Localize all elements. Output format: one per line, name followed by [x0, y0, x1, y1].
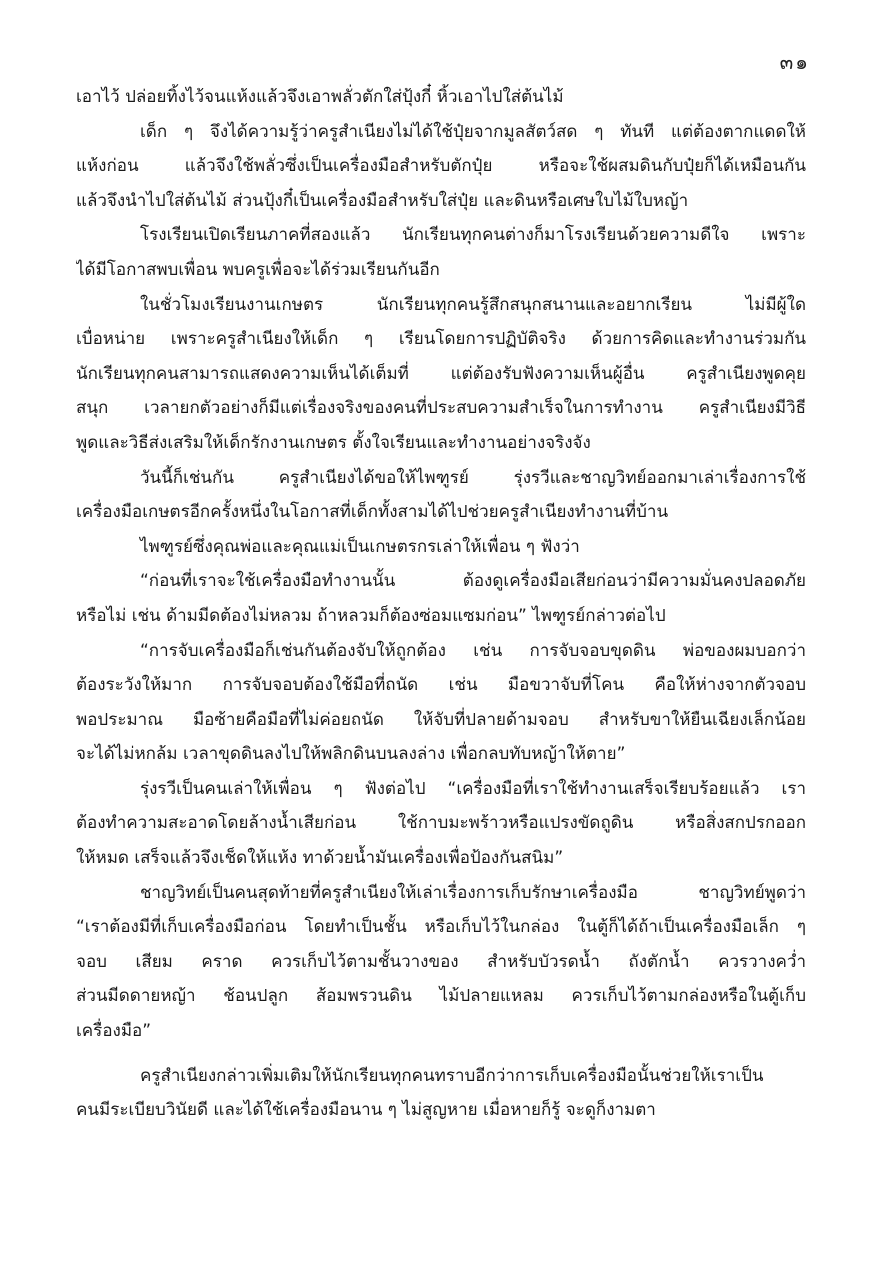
- text-line: ชาญวิทย์เป็นคนสุดท้ายที่ครูสำเนียงให้เล่าเรื่องการเก็บรักษาเครื่องมือ ชาญวิทย์พูดว่า: [140, 882, 806, 903]
- text-line: แล้วจึงนำไปใส่ต้นไม้ ส่วนปุ้งกี๋เป็นเครื่องมือสำหรับใส่ปุ๋ย และดินหรือเศษใบไม้ใบหญ้า: [76, 190, 689, 211]
- text-line: หรือไม่ เช่น ด้ามมีดต้องไม่หลวม ถ้าหลวมก็ต้องซ่อมแซมก่อน” ไพฑูรย์กล่าวต่อไป: [76, 605, 666, 626]
- text-line: เครื่องมือเกษตรอีกครั้งหนึ่งในโอกาสที่เด็กทั้งสามได้ไปช่วยครูสำเนียงทำงานที่บ้าน: [76, 502, 669, 523]
- text-line: ต้องทำความสะอาดโดยล้างน้ำเสียก่อน ใช้กาบมะพร้าวหรือแปรงขัดถูดิน หรือสิ่งสกปรกออก: [76, 813, 806, 834]
- text-line: ได้มีโอกาสพบเพื่อน พบครูเพื่อจะได้ร่วมเรียนกันอีก: [76, 259, 440, 280]
- text-line: ในชั่วโมงเรียนงานเกษตร นักเรียนทุกคนรู้สึกสนุกสนานและอยากเรียน ไม่มีผู้ใด: [140, 294, 806, 315]
- text-line: รุ่งรวีเป็นคนเล่าให้เพื่อน ๆ ฟังต่อไป “เครื่องมือที่เราใช้ทำงานเสร็จเรียบร้อยแล้ว เรา: [140, 778, 806, 799]
- text-line: จะได้ไม่หกล้ม เวลาขุดดินลงไปให้พลิกดินบนลงล่าง เพื่อกลบทับหญ้าให้ตาย”: [76, 744, 626, 765]
- text-line: ครูสำเนียงกล่าวเพิ่มเติมให้นักเรียนทุกคนทราบอีกว่าการเก็บเครื่องมือนั้นช่วยให้เราเป็น: [140, 1065, 764, 1086]
- text-line: วันนี้ก็เช่นกัน ครูสำเนียงได้ขอให้ไพฑูรย์ รุ่งรวีและชาญวิทย์ออกมาเล่าเรื่องการใช้: [140, 467, 806, 488]
- text-line: ให้หมด เสร็จแล้วจึงเช็ดให้แห้ง ทาด้วยน้ำมันเครื่องเพื่อป้องกันสนิม”: [76, 848, 564, 869]
- text-line: นักเรียนทุกคนสามารถแสดงความเห็นได้เต็มที่ แต่ต้องรับฟังความเห็นผู้อื่น ครูสำเนียงพูดคุย: [76, 363, 806, 384]
- body-text: [76, 80, 806, 1128]
- text-line: “การจับเครื่องมือก็เช่นกันต้องจับให้ถูกต้อง เช่น การจับจอบขุดดิน พ่อของผมบอกว่า: [140, 640, 806, 661]
- page-number: ๓๑: [779, 50, 810, 74]
- text-line: สนุก เวลายกตัวอย่างก็มีแต่เรื่องจริงของคนที่ประสบความสำเร็จในการทำงาน ครูสำเนียงมีวิธี: [76, 398, 806, 419]
- text-line: เอาไว้ ปล่อยทิ้งไว้จนแห้งแล้วจึงเอาพลั่วตักใส่ปุ้งกี๋ หิ้วเอาไปใส่ต้นไม้: [76, 87, 564, 107]
- text-line: พูดและวิธีส่งเสริมให้เด็กรักงานเกษตร ตั้งใจเรียนและทำงานอย่างจริงจัง: [76, 432, 591, 453]
- text-line: ส่วนมีดดายหญ้า ช้อนปลูก ส้อมพรวนดิน ไม้ปลายแหลม ควรเก็บไว้ตามกล่องหรือในตู้เก็บ: [76, 986, 806, 1007]
- text-line: โรงเรียนเปิดเรียนภาคที่สองแล้ว นักเรียนทุกคนต่างก็มาโรงเรียนด้วยความดีใจ เพราะ: [140, 225, 806, 246]
- text-line: “ก่อนที่เราจะใช้เครื่องมือทำงานนั้น ต้องดูเครื่องมือเสียก่อนว่ามีความมั่นคงปลอดภัย: [140, 571, 806, 592]
- text-line: เครื่องมือ”: [76, 1021, 152, 1042]
- text-line: แห้งก่อน แล้วจึงใช้พลั่วซึ่งเป็นเครื่องมือสำหรับตักปุ๋ย หรือจะใช้ผสมดินกับปุ๋ยก็ได้เหมือนกัน: [76, 156, 806, 177]
- text-line: เด็ก ๆ จึงได้ความรู้ว่าครูสำเนียงไม่ได้ใช้ปุ๋ยจากมูลสัตว์สด ๆ ทันที แต่ต้องตากแดดให้: [140, 121, 806, 142]
- text-line: จอบ เสียม คราด ควรเก็บไว้ตามชั้นวางของ สำหรับบัวรดน้ำ ถังตักน้ำ ควรวางคว่ำ: [76, 951, 806, 972]
- text-line: คนมีระเบียบวินัยดี และได้ใช้เครื่องมือนาน ๆ ไม่สูญหาย เมื่อหายก็รู้ จะดูก็งามตา: [76, 1100, 656, 1121]
- text-line: เบื่อหน่าย เพราะครูสำเนียงให้เด็ก ๆ เรียนโดยการปฏิบัติจริง ด้วยการคิดและทำงานร่วมกัน: [76, 329, 806, 350]
- text-line: ไพฑูรย์ซึ่งคุณพ่อและคุณแม่เป็นเกษตรกรเล่าให้เพื่อน ๆ ฟังว่า: [140, 536, 580, 557]
- text-line: ต้องระวังให้มาก การจับจอบต้องใช้มือที่ถนัด เช่น มือขวาจับที่โคน คือให้ห่างจากตัวจอบ: [76, 675, 806, 696]
- text-line: พอประมาณ มือซ้ายคือมือที่ไม่ค่อยถนัด ให้จับที่ปลายด้ามจอบ สำหรับขาให้ยืนเฉียงเล็กน้อย: [76, 709, 806, 730]
- text-line: “เราต้องมีที่เก็บเครื่องมือก่อน โดยทำเป็นชั้น หรือเก็บไว้ในกล่อง ในตู้ก็ได้ถ้าเป็นเครื่องมือเล็ก ๆ: [76, 917, 806, 938]
